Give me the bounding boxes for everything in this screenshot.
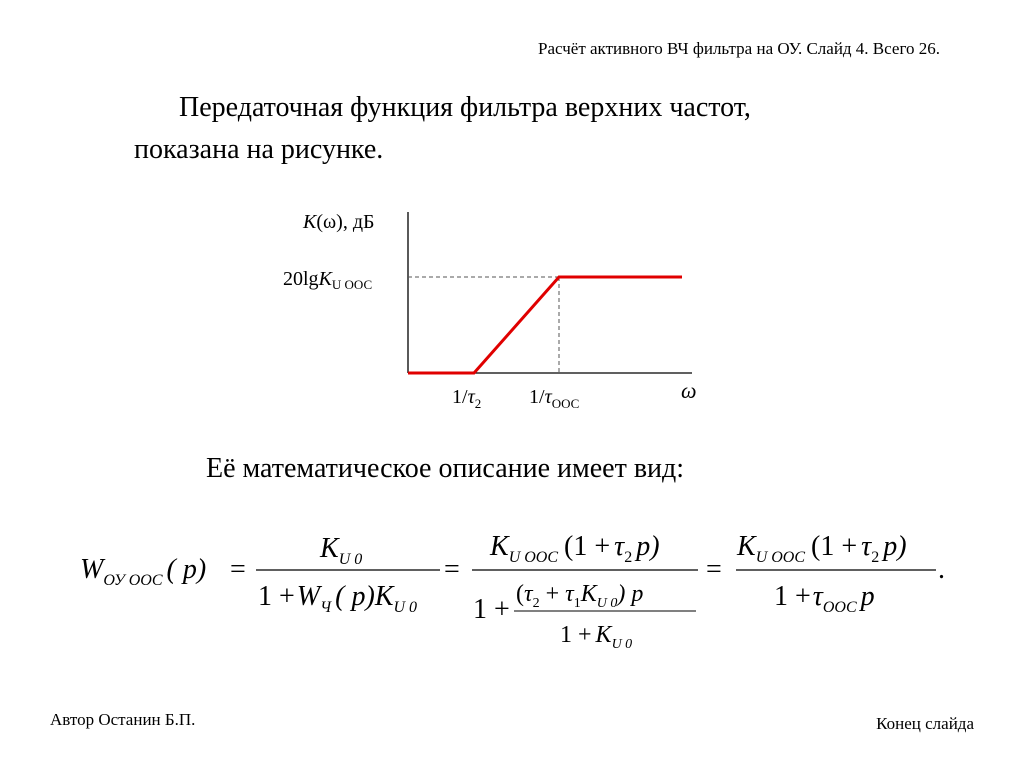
author-label: Автор Останин Б.П.	[50, 710, 196, 729]
frac2-numerator: $K_{U ООС}$ ($1 + \tau_2$ p)	[490, 531, 660, 566]
equals-3: =	[706, 554, 722, 585]
level-label: 20lgK$_{U ООС}$	[283, 268, 373, 292]
frac3-denominator: $1 +\tau_{ООС}$ p	[774, 581, 875, 616]
response-curve	[408, 277, 682, 373]
tick-label-tau-ooc: $1/\tau_{ООС}$	[529, 386, 580, 411]
formula-lhs: $W_{ОУ ООС}$ ( p)	[80, 554, 207, 589]
frac1-denominator: $1 +W_Ч$ ( $p)K_{U 0}$	[258, 581, 418, 616]
frac1-numerator: $K_{U 0}$	[320, 533, 363, 568]
equals-1: =	[230, 554, 246, 585]
x-axis-symbol: ω	[681, 378, 697, 403]
math-description-heading: Её математическое описание имеет вид:	[206, 453, 685, 484]
tick-label-tau2: $1/\tau_2$	[452, 386, 482, 411]
equals-2: =	[444, 554, 460, 585]
intro-line-2: показана на рисунке.	[134, 134, 384, 165]
slide-header: Расчёт активного ВЧ фильтра на ОУ. Слайд 4. Всего 26.	[538, 39, 940, 58]
y-axis-label: K(ω), дБ	[303, 211, 375, 233]
transfer-function-formula	[70, 515, 970, 665]
end-slide-link[interactable]: Конец слайда	[876, 714, 974, 733]
frac2-inner-denominator: $1 + K_{U 0}$	[560, 622, 633, 652]
formula-period: .	[938, 554, 945, 585]
frac3-numerator: $K_{U ООС}$ ($1 + \tau_2$ p)	[737, 531, 907, 566]
frequency-response-graph	[270, 200, 710, 430]
frac2-inner-numerator: $(\tau_2 + \tau_1K_{U 0})$ p	[516, 581, 644, 611]
frac2-den-one-plus: 1 +	[473, 594, 510, 625]
intro-line-1: Передаточная функция фильтра верхних частот,	[179, 92, 751, 123]
